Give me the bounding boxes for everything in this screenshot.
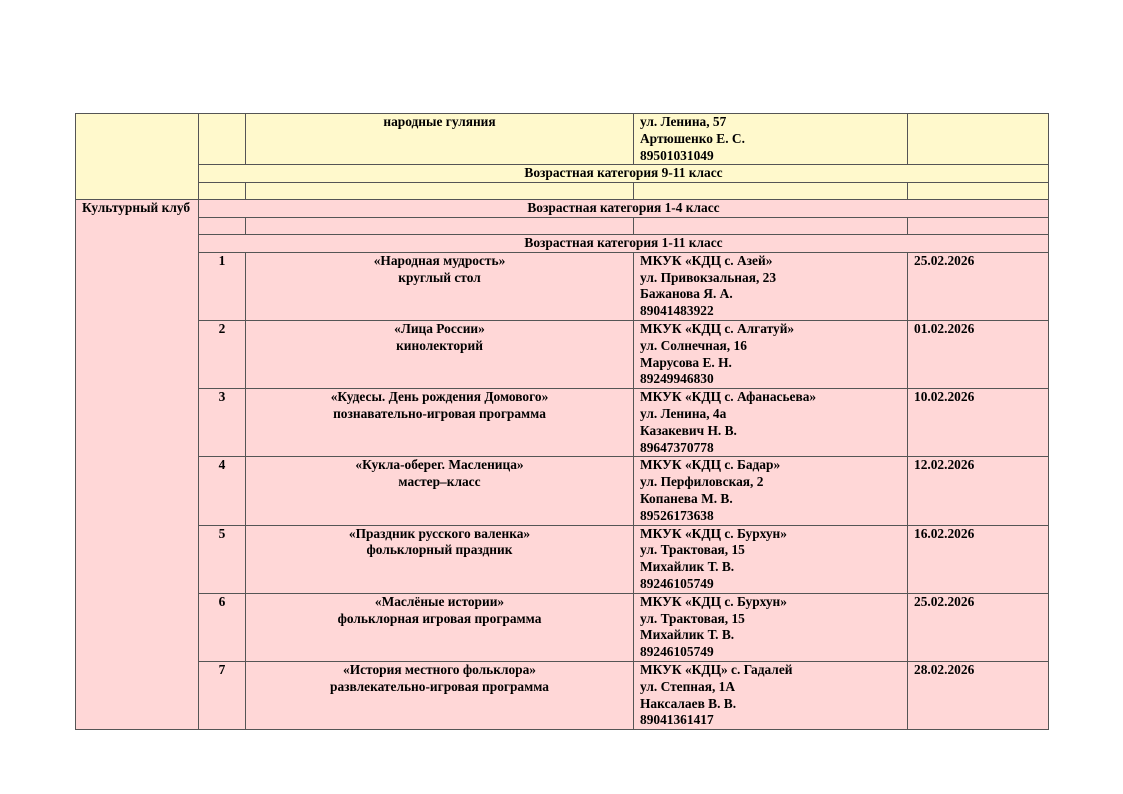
table-row — [76, 525, 1049, 593]
event-date: 01.02.2026 — [908, 320, 1049, 388]
venue-contact: Марусова Е. Н. — [640, 354, 732, 370]
venue-phone: 89501031049 — [640, 147, 714, 163]
venue-contact: Михайлик Т. В. — [640, 627, 735, 643]
venue-phone: 89249946830 — [640, 371, 714, 387]
event-title: «История местного фольклора» — [343, 661, 536, 677]
venue-phone: 89041483922 — [640, 303, 714, 319]
section-label: Культурный клуб — [82, 200, 191, 216]
venue-contact: Артюшенко Е. С. — [640, 130, 745, 146]
empty-cell — [246, 183, 634, 200]
venue-cell — [634, 593, 908, 661]
table-row — [76, 661, 1049, 729]
venue-contact: Михайлик Т. В. — [640, 559, 735, 575]
table-row — [76, 389, 1049, 457]
venue-organization: МКУК «КДЦ с. Бадар» — [640, 457, 781, 473]
event-date: 16.02.2026 — [908, 525, 1049, 593]
venue-contact: Бажанова Я. А. — [640, 286, 733, 302]
venue-address: ул. Трактовая, 15 — [640, 610, 745, 626]
venue-cell — [634, 525, 908, 593]
venue-organization: МКУК «КДЦ с. Афанасьева» — [640, 389, 817, 405]
venue-phone: 89647370778 — [640, 439, 714, 455]
row-number: 3 — [199, 389, 246, 457]
row-number: 2 — [199, 320, 246, 388]
number-cell-empty — [199, 114, 246, 165]
event-title: «Праздник русского валенка» — [348, 525, 531, 541]
event-cell — [246, 389, 634, 457]
event-title: «Лица России» — [394, 320, 485, 336]
event-name-cell — [246, 114, 634, 165]
category-row — [76, 200, 1049, 218]
event-date: 25.02.2026 — [908, 252, 1049, 320]
event-format: круглый стол — [398, 269, 481, 285]
event-title: «Народная мудрость» — [373, 252, 506, 268]
empty-row — [76, 217, 1049, 234]
table-row — [76, 457, 1049, 525]
event-cell — [246, 252, 634, 320]
venue-contact: Копанева М. В. — [640, 490, 733, 506]
event-format: развлекательно-игровая программа — [330, 678, 549, 694]
event-format: мастер–класс — [398, 474, 481, 490]
venue-address: ул. Степная, 1А — [640, 678, 736, 694]
table-row — [76, 320, 1049, 388]
event-date: 25.02.2026 — [908, 593, 1049, 661]
venue-cell — [634, 114, 908, 165]
event-format: фольклорная игровая программа — [337, 610, 542, 626]
empty-row — [76, 183, 1049, 200]
venue-cell — [634, 389, 908, 457]
empty-cell — [908, 183, 1049, 200]
venue-address: ул. Ленина, 57 — [640, 114, 727, 129]
age-category-heading: Возрастная категория 1-11 класс — [199, 234, 1049, 252]
row-number: 5 — [199, 525, 246, 593]
table-row — [76, 114, 1049, 165]
venue-address: ул. Привокзальная, 23 — [640, 269, 777, 285]
venue-contact: Казакевич Н. В. — [640, 422, 737, 438]
venue-organization: МКУК «КДЦ» с. Гадалей — [640, 661, 793, 677]
section-label-cell — [76, 200, 199, 730]
schedule-table-body — [76, 114, 1049, 730]
venue-organization: МКУК «КДЦ с. Азей» — [640, 252, 773, 268]
venue-organization: МКУК «КДЦ с. Бурхун» — [640, 525, 787, 541]
venue-phone: 89041361417 — [640, 712, 714, 728]
table-row — [76, 252, 1049, 320]
event-cell — [246, 661, 634, 729]
event-format: познавательно-игровая программа — [333, 405, 546, 421]
venue-cell — [634, 252, 908, 320]
event-date: 10.02.2026 — [908, 389, 1049, 457]
event-title: «Кудесы. День рождения Домового» — [330, 389, 549, 405]
empty-cell — [199, 217, 246, 234]
row-number: 6 — [199, 593, 246, 661]
empty-cell — [634, 183, 908, 200]
row-number: 4 — [199, 457, 246, 525]
event-title: «Кукла-оберег. Масленица» — [355, 457, 524, 473]
empty-cell — [246, 217, 634, 234]
row-number: 7 — [199, 661, 246, 729]
event-format: фольклорный праздник — [366, 542, 513, 558]
event-name: народные гуляния — [383, 114, 496, 129]
event-cell — [246, 593, 634, 661]
date-cell-empty — [908, 114, 1049, 165]
schedule-table — [75, 113, 1049, 730]
empty-cell — [634, 217, 908, 234]
event-format: кинолекторий — [396, 337, 483, 353]
venue-address: ул. Солнечная, 16 — [640, 337, 747, 353]
venue-phone: 89246105749 — [640, 644, 714, 660]
venue-address: ул. Трактовая, 15 — [640, 542, 745, 558]
row-number: 1 — [199, 252, 246, 320]
section-label-cell-empty — [76, 114, 199, 200]
category-row — [76, 165, 1049, 183]
age-category-heading: Возрастная категория 9-11 класс — [199, 165, 1049, 183]
venue-phone: 89246105749 — [640, 575, 714, 591]
event-cell — [246, 525, 634, 593]
empty-cell — [908, 217, 1049, 234]
venue-phone: 89526173638 — [640, 507, 714, 523]
venue-organization: МКУК «КДЦ с. Бурхун» — [640, 593, 787, 609]
venue-cell — [634, 457, 908, 525]
venue-cell — [634, 320, 908, 388]
empty-cell — [199, 183, 246, 200]
table-row — [76, 593, 1049, 661]
category-row — [76, 234, 1049, 252]
age-category-heading: Возрастная категория 1-4 класс — [199, 200, 1049, 218]
venue-contact: Наксалаев В. В. — [640, 695, 737, 711]
event-date: 12.02.2026 — [908, 457, 1049, 525]
event-cell — [246, 457, 634, 525]
venue-address: ул. Ленина, 4а — [640, 405, 727, 421]
event-title: «Маслёные истории» — [374, 593, 505, 609]
event-cell — [246, 320, 634, 388]
event-date: 28.02.2026 — [908, 661, 1049, 729]
venue-address: ул. Перфиловская, 2 — [640, 474, 764, 490]
venue-cell — [634, 661, 908, 729]
venue-organization: МКУК «КДЦ с. Алгатуй» — [640, 320, 795, 336]
